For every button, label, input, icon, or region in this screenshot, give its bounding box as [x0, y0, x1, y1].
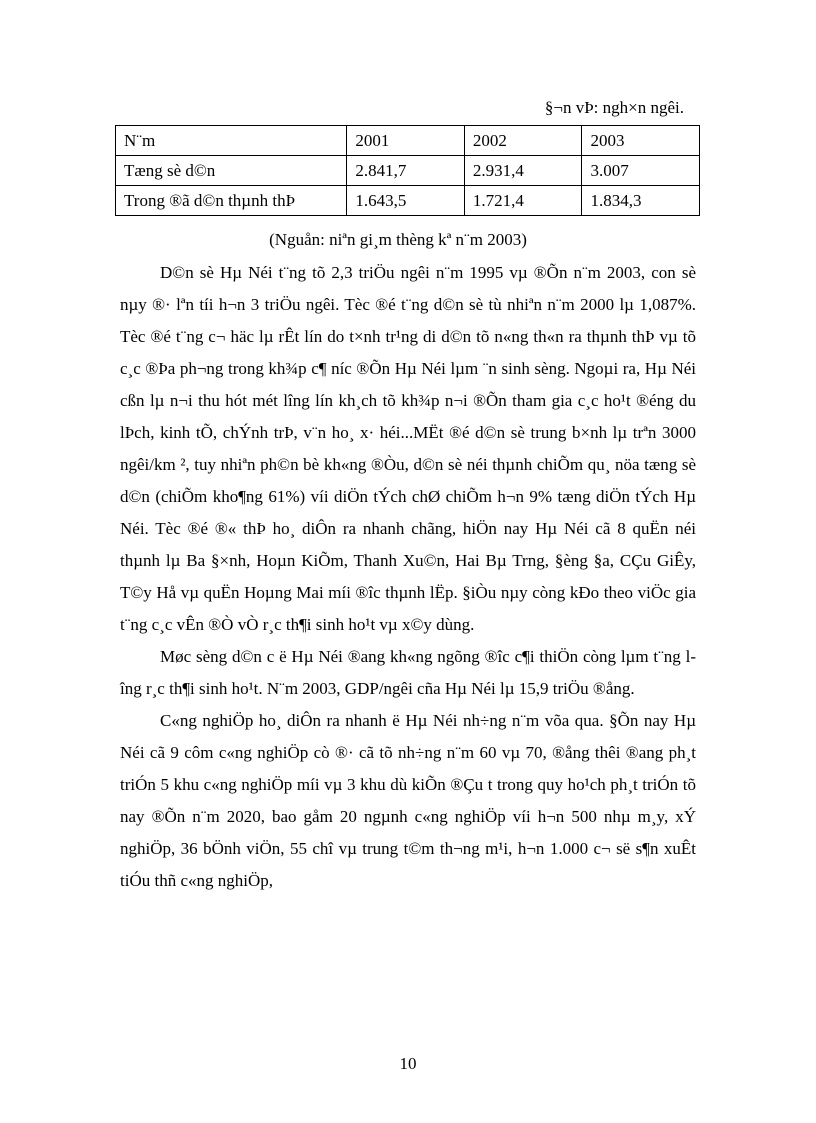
- body-text: [120, 257, 696, 897]
- population-table: [115, 125, 700, 216]
- paragraph: C«ng nghiÖp ho¸ diÔn ra nhanh ë Hµ Néi nh÷ng n¨m võa qua. §Õn nay Hµ Néi cã 9 côm c«ng nghiÖp cò ®· cã tõ nh÷ng n¨m 60 vµ 70, ®ång thêi ®ang ph¸t triÓn 5 khu c«ng nghiÖp míi vµ 3 khu dù kiÕn ®Çu t trong quy ho¹ch ph¸t triÓn tõ nay ®Õn n¨m 2020, bao gåm 20 ngµnh c«ng nghiÖp víi h¬n 500 nhµ m¸y, xÝ nghiÖp, 36 bÖnh viÖn, 55 chî vµ trung t©m th¬ng m¹i, h¬n 1.000 c¬ së s¶n xuÊt tiÓu thñ c«ng nghiÖp,: [120, 711, 696, 890]
- table-cell: 1.643,5: [347, 186, 465, 216]
- table-cell: N¨m: [116, 126, 347, 156]
- table-cell: 2.841,7: [347, 156, 465, 186]
- table-cell: 1.721,4: [464, 186, 582, 216]
- unit-note: §¬n vÞ: ngh×n ngêi.: [544, 98, 684, 117]
- table-row: [116, 126, 700, 156]
- table-row: [116, 186, 700, 216]
- page-number: 10: [399, 1054, 417, 1073]
- table-source-note: (Nguån: niªn gi¸m thèng kª n¨m 2003): [269, 230, 527, 249]
- table-cell: Tæng sè d©n: [116, 156, 347, 186]
- table-row: [116, 156, 700, 186]
- table-cell: Trong ®ã d©n thµnh thÞ: [116, 186, 347, 216]
- table-cell: 2.931,4: [464, 156, 582, 186]
- table-cell: 2003: [582, 126, 700, 156]
- table-cell: 1.834,3: [582, 186, 700, 216]
- paragraph: D©n sè Hµ Néi t¨ng tõ 2,3 triÖu ngêi n¨m 1995 vµ ®Õn n¨m 2003, con sè nµy ®· lªn tíi h¬n 3 triÖu ngêi. Tèc ®é t¨ng d©n sè tù nhiªn n¨m 2000 lµ 1,087%. Tèc ®é t¨ng c¬ häc lµ rÊt lín do t×nh tr¹ng di d©n tõ n«ng th«n ra thµnh thÞ vµ tõ c¸c ®Þa ph¬ng trong kh¾p c¶ níc ®Õn Hµ Néi lµm ¨n sinh sèng. Ngoµi ra, Hµ Néi cßn lµ n¬i thu hót mét lîng lín kh¸ch tõ kh¾p n¬i ®Õn tham gia c¸c ho¹t ®éng du lÞch, kinh tÕ, chÝnh trÞ, v¨n ho¸ x· héi...MËt ®é d©n sè trung b×nh lµ trªn 3000 ngêi/km ², tuy nhiªn ph©n bè kh«ng ®Òu, d©n sè néi thµnh chiÕm qu¸ nöa tæng sè d©n (chiÕm kho¶ng 61%) víi diÖn tÝch chØ chiÕm h¬n 9% tæng diÖn tÝch Hµ Néi. Tèc ®é ®« thÞ ho¸ diÔn ra nhanh chãng, hiÖn nay Hµ Néi cã 8 quËn néi thµnh lµ Ba §×nh, Hoµn KiÕm, Thanh Xu©n, Hai Bµ Trng, §èng §a, CÇu GiÊy, T©y Hå vµ quËn Hoµng Mai míi ®îc thµnh lËp. §iÒu nµy còng kÐo theo viÖc gia t¨ng c¸c vÊn ®Ò vÒ r¸c th¶i sinh ho¹t vµ x©y dùng.: [120, 263, 696, 634]
- table-cell: 2001: [347, 126, 465, 156]
- table-cell: 2002: [464, 126, 582, 156]
- table-cell: 3.007: [582, 156, 700, 186]
- paragraph: Møc sèng d©n c ë Hµ Néi ®ang kh«ng ngõng ®îc c¶i thiÖn còng lµm t¨ng lîng r¸c th¶i sinh ho¹t. N¨m 2003, GDP/ngêi cña Hµ Néi lµ 15,9 triÖu ®ång.: [120, 647, 696, 698]
